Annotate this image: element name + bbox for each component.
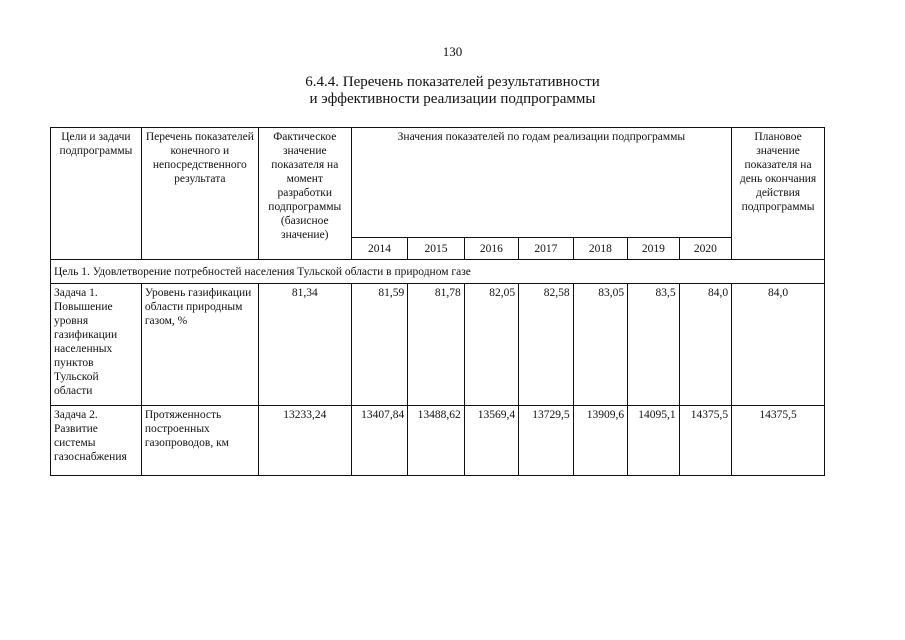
year-2018: 2018 [573,238,627,260]
value-2017-cell: 82,58 [519,284,573,406]
header-indicators: Перечень показателей конечного и непосредственного результата [141,128,258,260]
value-2016-cell: 82,05 [464,284,518,406]
value-2018-cell: 83,05 [573,284,627,406]
year-2016: 2016 [464,238,518,260]
planned-value-cell: 84,0 [732,284,825,406]
indicator-cell: Протяженность построенных газопроводов, км [141,406,258,476]
value-2014-cell: 13407,84 [351,406,408,476]
value-2015-cell: 81,78 [408,284,465,406]
table-row [51,284,825,406]
header-row [51,128,825,238]
task-cell: Задача 2. Развитие системы газоснабжения [51,406,142,476]
year-2015: 2015 [408,238,465,260]
value-2019-cell: 83,5 [628,284,679,406]
value-2019-cell: 14095,1 [628,406,679,476]
goal-row [51,260,825,284]
value-2015-cell: 13488,62 [408,406,465,476]
page-number: 130 [442,44,463,59]
actual-value-cell: 81,34 [258,284,351,406]
header-actual: Фактическое значение показателя на момент разработки подпрограммы (базисное значение) [258,128,351,260]
indicator-cell: Уровень газификации области природным газом, % [141,284,258,406]
header-values-by-year: Значения показателей по годам реализации подпрограммы [351,128,731,238]
year-2014: 2014 [351,238,408,260]
title-line-1: 6.4.4. Перечень показателей результативности [305,74,600,90]
value-2016-cell: 13569,4 [464,406,518,476]
planned-value-cell: 14375,5 [732,406,825,476]
task-cell: Задача 1. Повышение уровня газификации населенных пунктов Тульской области [51,284,142,406]
value-2020-cell: 14375,5 [679,406,731,476]
value-2017-cell: 13729,5 [519,406,573,476]
value-2020-cell: 84,0 [679,284,731,406]
document-title [0,74,905,108]
indicators-table [50,127,825,476]
actual-value-cell: 13233,24 [258,406,351,476]
year-2017: 2017 [519,238,573,260]
value-2018-cell: 13909,6 [573,406,627,476]
year-2019: 2019 [628,238,679,260]
value-2014-cell: 81,59 [351,284,408,406]
year-2020: 2020 [679,238,731,260]
header-planned: Плановое значение показателя на день окончания действия подпрограммы [732,128,825,260]
header-goals: Цели и задачи подпрограммы [51,128,142,260]
table-row [51,406,825,476]
goal-1-text: Цель 1. Удовлетворение потребностей населения Тульской области в природном газе [51,260,825,284]
title-line-2: и эффективности реализации подпрограммы [309,91,596,107]
